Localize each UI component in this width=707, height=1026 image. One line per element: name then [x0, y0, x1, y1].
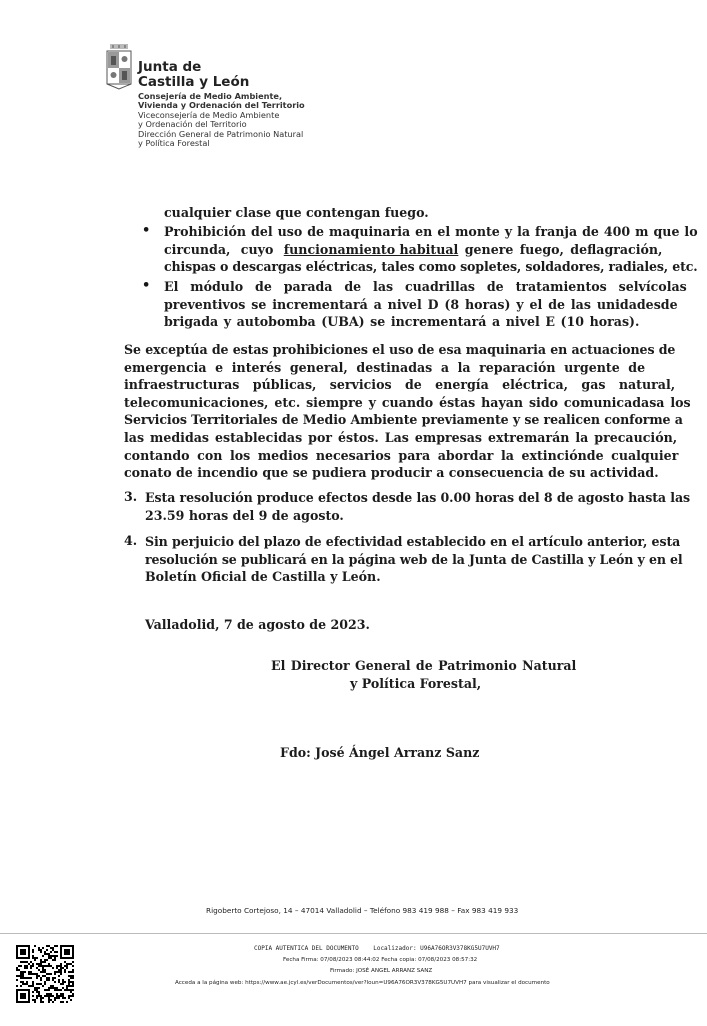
header-title-2: Castilla y León	[138, 74, 250, 90]
bullet-1-line-2	[164, 241, 663, 259]
header-department-1: Consejería de Medio Ambiente,	[138, 91, 283, 101]
continuation-line: cualquier clase que contengan fuego.	[164, 205, 429, 220]
header-viceconsejeria-2: y Ordenación del Territorio	[138, 119, 247, 129]
footer-access-link[interactable]: Acceda a la página web: https://www.ae.jcyl.es/verDocumentos/ver?loun=U96A76OR3V378KG5U7UVH7 para visualizar el documento	[175, 980, 550, 986]
exception-line-1: Se exceptúa de estas prohibiciones el uso de esa maquinaria en actuaciones de	[124, 342, 676, 357]
bullet-1-text	[164, 223, 698, 276]
item-3-text	[145, 489, 691, 524]
letterhead	[106, 44, 316, 164]
item-4-line-2: resolución se publicará en la página web de la Junta de Castilla y León y en el	[145, 551, 683, 567]
footer-copy-label	[254, 945, 500, 952]
item-3-line-1: Esta resolución produce efectos desde las 0.00 horas del 8 de agosto hasta las	[145, 490, 691, 505]
exception-paragraph	[124, 341, 691, 482]
footer-divider	[0, 933, 707, 934]
footer-dates: Fecha Firma: 07/08/2023 08:44:02 Fecha copia: 07/08/2023 08:57:32	[283, 957, 478, 963]
functioning-emphasis: funcionamiento habitual	[283, 241, 459, 257]
bullet-1-dot: •	[142, 223, 151, 238]
item-4-line-1: Sin perjuicio del plazo de efectividad establecido en el artículo anterior, esta	[145, 534, 681, 549]
copy-label-text: COPIA AUTENTICA DEL DOCUMENTO	[254, 945, 359, 952]
qr-code-icon	[16, 945, 74, 1003]
exception-line-7: contando con los medios necesarios para abordar la extinciónde cualquier	[124, 447, 679, 463]
bullet-2-line-2: preventivos se incrementará a nivel D (8 horas) y el de las unidadesde	[164, 296, 678, 312]
exception-line-3: infraestructuras públicas, servicios de energía eléctrica, gas natural,	[124, 377, 676, 393]
item-3-line-2: 23.59 horas del 9 de agosto.	[145, 507, 344, 523]
locator-text: Localizador: U96A76OR3V378KG5U7UVH7	[373, 945, 500, 952]
exception-line-6: las medidas establecidas por éstos. Las empresas extremarán la precaución,	[124, 429, 678, 445]
item-4-line-3: Boletín Oficial de Castilla y León.	[145, 569, 381, 585]
bullet-1-line-1: Prohibición del uso de maquinaria en el monte y la franja de 400 m que lo	[164, 224, 698, 239]
exception-line-5: Servicios Territoriales de Medio Ambiente previamente y se realicen conforme a	[124, 412, 683, 428]
bullet-2-line-3: brigada y autobomba (UBA) se incrementará a nivel E (10 horas).	[164, 314, 640, 330]
signatory-title-1: El Director General de Patrimonio Natural	[271, 658, 577, 673]
signed-by-name: Fdo: José Ángel Arranz Sanz	[280, 745, 480, 760]
exception-line-8: conato de incendio que se pudiera producir a consecuencia de su actividad.	[124, 465, 659, 481]
header-direccion-2: y Política Forestal	[138, 138, 210, 148]
bullet-1-line-2-end: genere fuego, deflagración,	[458, 241, 663, 257]
exception-line-2: emergencia e interés general, destinadas a la reparación urgente de	[124, 359, 646, 375]
bullet-1-line-3: chispas o descargas eléctricas, tales como sopletes, soldadores, radiales, etc.	[164, 259, 698, 275]
coat-of-arms-logo	[106, 44, 132, 90]
bullet-1-line-2-start: circunda, cuyo	[164, 241, 284, 257]
item-4-number: 4.	[124, 533, 138, 548]
bullet-2-text	[164, 278, 687, 331]
item-3-number: 3.	[124, 489, 138, 504]
header-department-2: Vivienda y Ordenación del Territorio	[138, 100, 305, 110]
header-title-1: Junta de	[138, 59, 202, 75]
signatory-title-2: y Política Forestal,	[350, 676, 482, 691]
bullet-2-line-1: El módulo de parada de las cuadrillas de tratamientos selvícolas	[164, 279, 687, 294]
header-direccion-1: Dirección General de Patrimonio Natural	[138, 129, 304, 139]
item-4-text	[145, 533, 683, 586]
exception-line-4: telecomunicaciones, etc. siempre y cuando éstas hayan sido comunicadasa los	[124, 394, 691, 410]
header-viceconsejeria-1: Viceconsejería de Medio Ambiente	[138, 110, 280, 120]
address-footer: Rigoberto Cortejoso, 14 – 47014 Valladolid – Teléfono 983 419 988 – Fax 983 419 933	[206, 906, 519, 915]
footer-signed-by: Firmado: JOSÉ ANGEL ARRANZ SANZ	[330, 968, 433, 974]
place-date: Valladolid, 7 de agosto de 2023.	[145, 617, 370, 632]
bullet-2-dot: •	[142, 278, 151, 293]
